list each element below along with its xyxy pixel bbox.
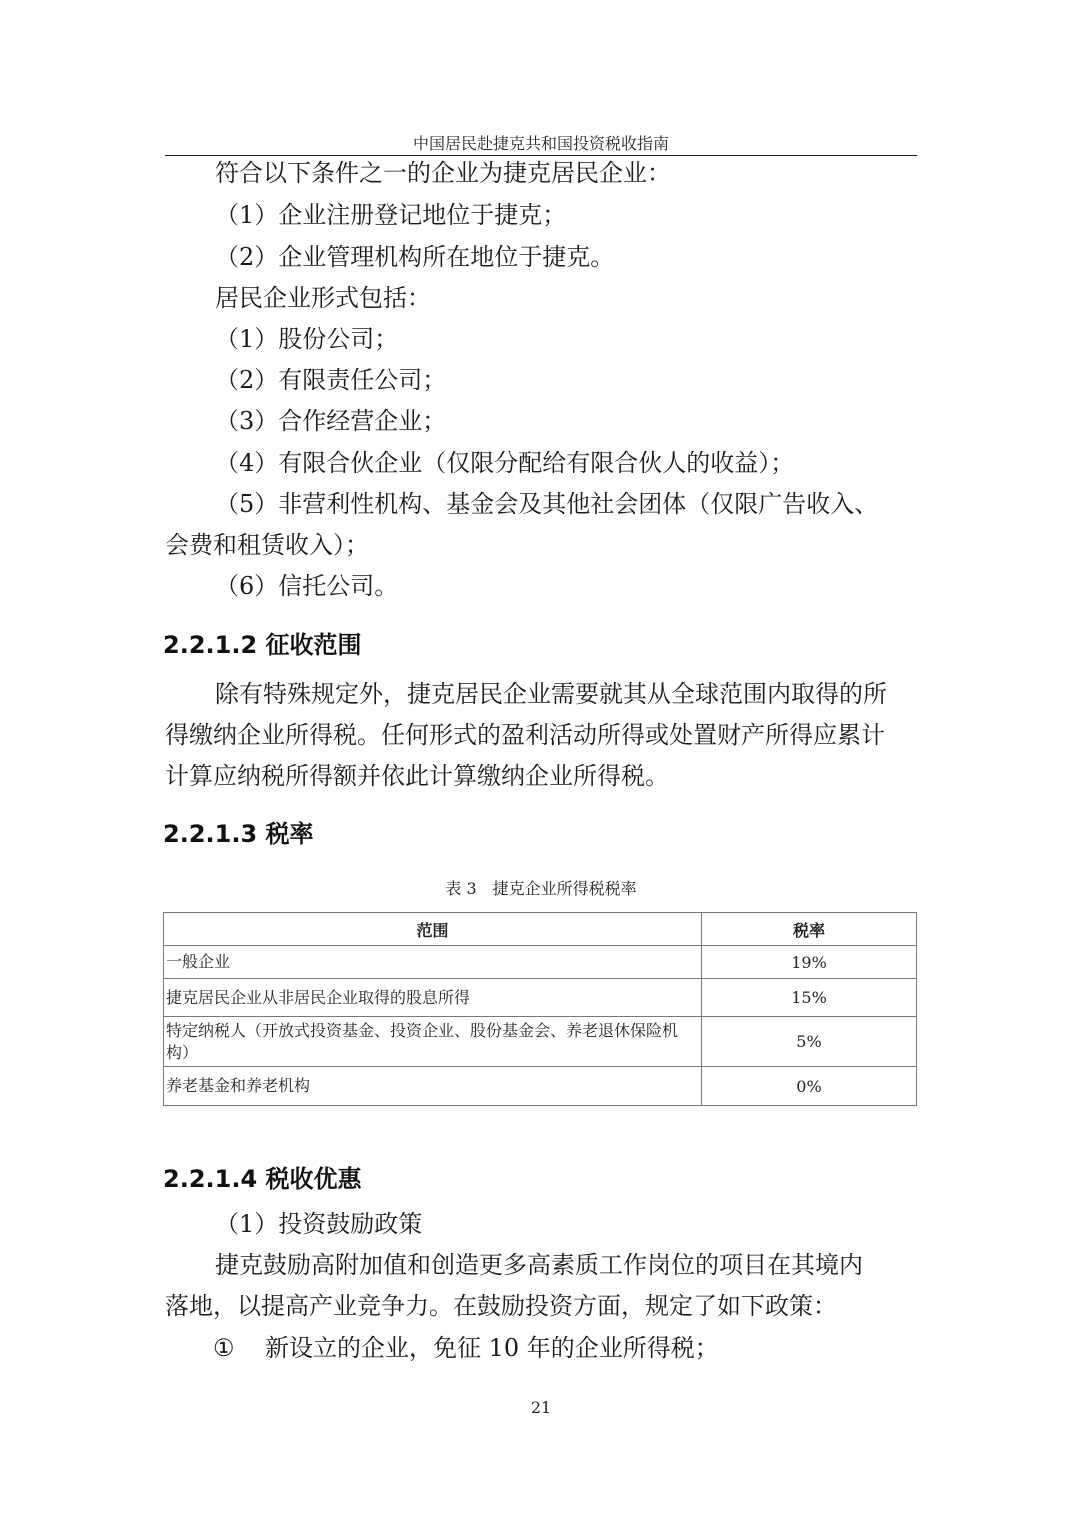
table-cell-rate: 0% (702, 1067, 917, 1106)
section-heading-scope: 2.2.1.2 征收范围 (163, 631, 362, 659)
list-item-continuation: 会费和租赁收入）； (165, 531, 369, 559)
table-cell-scope: 养老基金和养老机构 (164, 1067, 702, 1106)
table-row (164, 1067, 917, 1106)
paragraph-scope: 计算应纳税所得额并依此计算缴纳企业所得税。 (165, 762, 669, 790)
list-item: 新设立的企业，免征 10 年的企业所得税； (265, 1334, 719, 1362)
list-item: （3）合作经营企业； (215, 407, 447, 435)
list-item: （4）有限合伙企业（仅限分配给有限合伙人的收益）； (215, 449, 795, 477)
column-header-scope: 范围 (164, 913, 702, 946)
table-cell-rate: 5% (702, 1017, 917, 1067)
table-header-row (164, 913, 917, 946)
table-cell-scope: 一般企业 (164, 946, 702, 979)
table-cell-rate: 15% (702, 979, 917, 1017)
paragraph-enterprise-forms: 居民企业形式包括： (215, 284, 431, 312)
list-item: （1）企业注册登记地位于捷克； (215, 201, 567, 229)
section-heading-incentives: 2.2.1.4 税收优惠 (163, 1165, 362, 1193)
paragraph-scope: 得缴纳企业所得税。任何形式的盈利活动所得或处置财产所得应累计 (165, 721, 885, 749)
list-item: （2）有限责任公司； (215, 366, 447, 394)
list-item: （5）非营利性机构、基金会及其他社会团体（仅限广告收入、 (215, 490, 879, 518)
table-cell-scope: 特定纳税人（开放式投资基金、投资企业、股份基金会、养老退休保险机构） (164, 1017, 702, 1067)
table-cell-scope: 捷克居民企业从非居民企业取得的股息所得 (164, 979, 702, 1017)
tax-rate-table (163, 912, 917, 1106)
list-item: （1）股份公司； (215, 325, 399, 353)
section-heading-rate: 2.2.1.3 税率 (163, 820, 314, 848)
paragraph-scope: 除有特殊规定外，捷克居民企业需要就其从全球范围内取得的所 (215, 680, 887, 708)
table-cell-rate: 19% (702, 946, 917, 979)
paragraph-incentives: 捷克鼓励高附加值和创造更多高素质工作岗位的项目在其境内 (215, 1251, 863, 1279)
page-number: 21 (530, 1398, 552, 1417)
table-caption: 表 3 捷克企业所得税税率 (445, 879, 637, 898)
table-row (164, 1017, 917, 1067)
column-header-rate: 税率 (702, 913, 917, 946)
list-item: （2）企业管理机构所在地位于捷克。 (215, 243, 615, 271)
table-row (164, 979, 917, 1017)
subheading-investment-incentives: （1）投资鼓励政策 (215, 1210, 423, 1238)
table-row (164, 946, 917, 979)
list-item: （6）信托公司。 (215, 572, 399, 600)
paragraph-incentives: 落地，以提高产业竞争力。在鼓励投资方面，规定了如下政策： (165, 1292, 837, 1320)
list-marker: ① (213, 1334, 235, 1362)
running-header: 中国居民赴捷克共和国投资税收指南 (412, 134, 669, 153)
paragraph-resident-conditions: 符合以下条件之一的企业为捷克居民企业： (215, 159, 671, 187)
